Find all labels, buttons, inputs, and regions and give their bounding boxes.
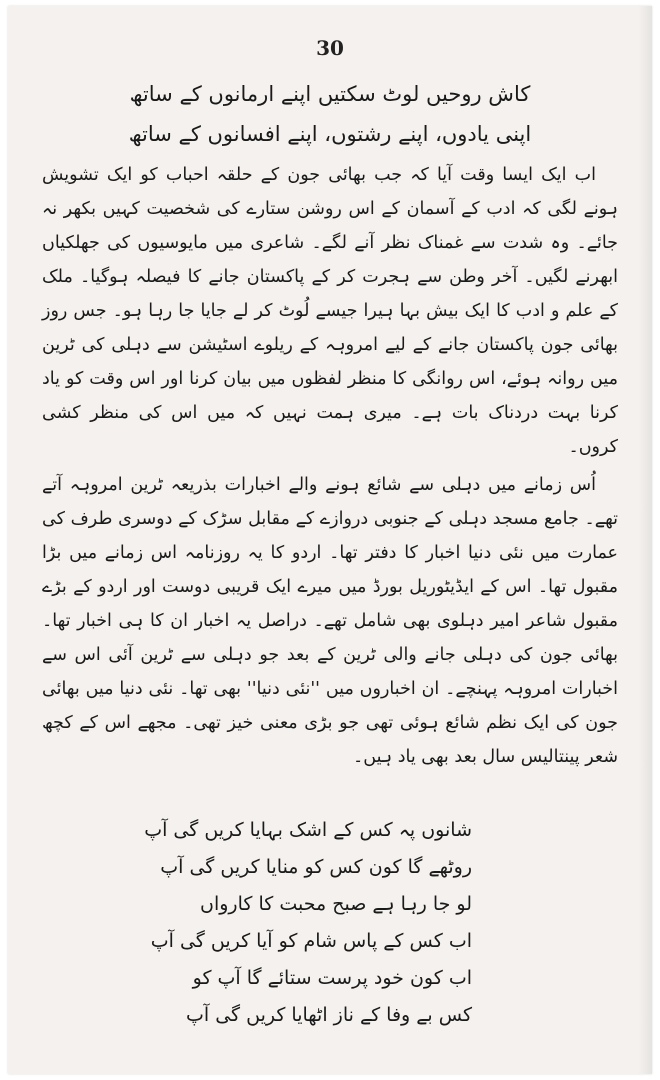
- couplet-line: کاش روحیں لوٹ سکتیں اپنے ارمانوں کے ساتھ: [129, 82, 531, 106]
- poem-line: لو جا رہا ہے صبح محبت کا کارواں: [200, 893, 472, 915]
- page-edge-shadow: [638, 6, 652, 1074]
- body-text: [42, 158, 618, 774]
- poem-line: اب کون خود پرست ستائے گا آپ کو: [192, 967, 472, 989]
- paragraph: اُس زمانے میں دہلی سے شائع ہونے والے اخبارات بذریعہ ٹرین امروہہ آتے تھے۔ جامع مسجد دہلی کے جنوبی دروازے کے مقابل سڑک کے دوسری طرف کی عمارت میں نئی دنیا اخبار کا دفتر تھا۔ اردو کا یہ روزنامہ اس زمانے میں بڑا مقبول تھا۔ اس کے ایڈیٹوریل بورڈ میں میرے ایک قریبی دوست اور اردو کے بڑے مقبول شاعر امیر دہلوی بھی شامل تھے۔ دراصل یہ اخبار ان کا ہی اخبار تھا۔ بھائی جون کی دہلی جانے والی ٹرین کے بعد جو دہلی سے ٹرین آئی اس سے اخبارات امروہہ پہنچے۔ ان اخباروں میں ''نئی دنیا'' بھی تھا۔ نئی دنیا میں بھائی جون کی ایک نظم شائع ہوئی تھی جو بڑی معنی خیز تھی۔ مجھے اس کے کچھ شعر پینتالیس سال بعد بھی یاد ہیں۔: [42, 475, 618, 767]
- poem-line: روٹھے گا کون کس کو منایا کریں گی آپ: [160, 856, 472, 878]
- opening-couplet: [48, 74, 612, 154]
- couplet-line: اپنی یادوں، اپنے رشتوں، اپنے افسانوں کے ساتھ: [128, 122, 532, 146]
- poem-excerpt: [144, 812, 472, 1034]
- paragraph: اب ایک ایسا وقت آیا کہ جب بھائی جون کے حلقہ احباب کو ایک تشویش ہونے لگی کہ ادب کے آسمان کے اس روشن ستارے کی شخصیت کہیں بکھر نہ جائے۔ وہ شدت سے غمناک نظر آنے لگے۔ شاعری میں مایوسیوں کی جھلکیاں ابھرنے لگیں۔ آخر وطن سے ہجرت کر کے پاکستان جانے کا فیصلہ ہوگیا۔ ملک کے علم و ادب کا ایک بیش بہا ہیرا جیسے لُوٹ کر لے جایا جا رہا ہو۔ جس روز بھائی جون پاکستان جانے کے لیے امروہہ کے ریلوے اسٹیشن سے دہلی کی ٹرین میں روانہ ہوئے، اس روانگی کا منظر لفظوں میں بیان کرنا اور اس وقت کو یاد کرنا بہت دردناک بات ہے۔ میری ہمت نہیں کہ میں اس کی منظر کشی کروں۔: [42, 165, 618, 457]
- poem-line: شانوں پہ کس کے اشک بہایا کریں گی آپ: [144, 819, 472, 841]
- poem-line: کس بے وفا کے ناز اٹھایا کریں گی آپ: [185, 1004, 472, 1026]
- page-number: 30: [316, 36, 344, 60]
- book-page: [8, 6, 652, 1074]
- poem-line: اب کس کے پاس شام کو آیا کریں گی آپ: [150, 930, 472, 952]
